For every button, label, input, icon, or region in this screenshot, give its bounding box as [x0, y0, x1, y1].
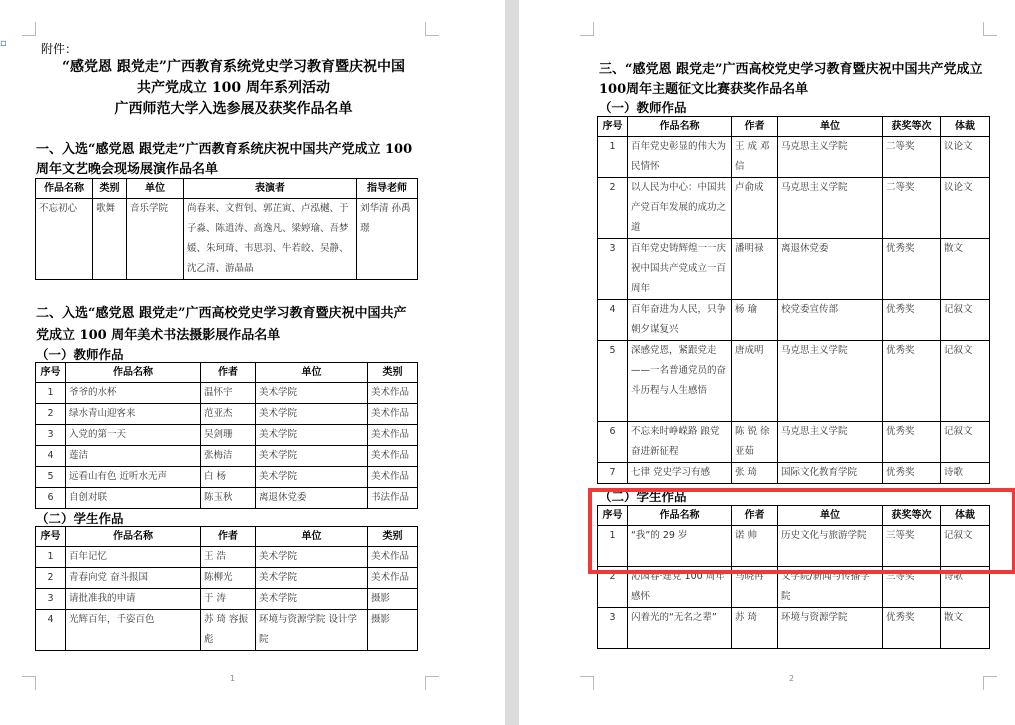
table-cell: 美术作品: [368, 425, 418, 446]
table-row: [598, 178, 990, 239]
subsection-heading: （二）学生作品: [599, 489, 687, 504]
subsection-heading: （一）教师作品: [599, 100, 687, 115]
table-cell: 音乐学院: [127, 199, 184, 280]
column-header: 作品名称: [66, 527, 201, 547]
subsection-heading: （一）教师作品: [36, 347, 124, 362]
table-cell: 摄影: [368, 610, 418, 651]
table-cell: 白 杨: [201, 467, 256, 488]
table-row: [36, 199, 418, 280]
column-header: 作品名称: [66, 363, 201, 383]
column-header: 表演者: [184, 179, 357, 199]
table-cell: 张梅洁: [201, 446, 256, 467]
table-cell: 百年记忆: [66, 547, 201, 568]
table-cell: 1: [598, 526, 628, 567]
document-title-line: 广西师范大学入选参展及获奖作品名单: [114, 101, 353, 117]
column-header: 获奖等次: [883, 117, 941, 137]
table-row: [36, 610, 418, 651]
table-row: [598, 137, 990, 178]
table-cell: 6: [36, 488, 66, 509]
column-header: 获奖等次: [883, 506, 941, 526]
table-cell: 散文: [941, 239, 990, 300]
margin-mark: [580, 676, 594, 690]
table-row: [598, 526, 990, 567]
margin-mark: [22, 22, 36, 36]
table-cell: 马克思主义学院: [778, 178, 883, 239]
document-page-1: [0, 0, 505, 725]
table-cell: 2: [36, 568, 66, 589]
table-cell: 优秀奖: [883, 422, 941, 463]
table-cell: 以人民为中心：中国共产党百年发展的成功之道: [628, 178, 732, 239]
margin-mark: [425, 22, 439, 36]
column-header: 单位: [778, 117, 883, 137]
table-cell: 七律 党史学习有感: [628, 463, 732, 484]
table-cell: 记叙文: [941, 526, 990, 567]
table-cell: 吴剑珊: [201, 425, 256, 446]
column-header: 序号: [36, 527, 66, 547]
table-cell: 4: [598, 300, 628, 341]
column-header: 作者: [732, 117, 778, 137]
column-header: 单位: [256, 527, 368, 547]
table-cell: 马克思主义学院: [778, 422, 883, 463]
table-cell: 美术学院: [256, 383, 368, 404]
column-header: 作品名称: [628, 117, 732, 137]
table-cell: 于 涛: [201, 589, 256, 610]
table-cell: 陈玉秋: [201, 488, 256, 509]
table-cell: 陈柳光: [201, 568, 256, 589]
margin-mark: [425, 676, 439, 690]
column-header: 单位: [127, 179, 184, 199]
table-cell: 潘明禄: [732, 239, 778, 300]
table-cell: 议论文: [941, 137, 990, 178]
table-cell: 刘华清 孙禹璟: [357, 199, 418, 280]
table-cell: 3: [598, 608, 628, 649]
table-cell: 3: [36, 589, 66, 610]
document-title-line: 共产党成立 100 周年系列活动: [137, 80, 330, 96]
table-cell: 张 琦: [732, 463, 778, 484]
column-header: 序号: [598, 506, 628, 526]
table-cell: 苏 琦: [732, 608, 778, 649]
table-cell: 美术作品: [368, 446, 418, 467]
table-cell: 3: [36, 425, 66, 446]
paragraph-anchor-icon: ▫: [0, 38, 7, 49]
table-row: [598, 567, 990, 608]
table-cell: 美术学院: [256, 446, 368, 467]
document-title-line: “感党恩 跟党走”广西教育系统党史学习教育暨庆祝中国: [62, 59, 405, 75]
section-heading: 一、入选“感党恩 跟党走”广西教育系统庆祝中国共产党成立 100: [36, 142, 413, 157]
section-heading: 党成立 100 周年美术书法摄影展作品名单: [36, 328, 281, 343]
table-cell: 青春向党 奋斗报国: [66, 568, 201, 589]
table-cell: 二等奖: [883, 178, 941, 239]
table-cell: 苏 琦 容振彪: [201, 610, 256, 651]
table-cell: 4: [36, 446, 66, 467]
table-cell: 5: [598, 341, 628, 422]
teacher-art-table: [35, 362, 418, 509]
column-header: 作品名称: [36, 179, 93, 199]
table-cell: “我”的 29 岁: [628, 526, 732, 567]
table-cell: 三等奖: [883, 567, 941, 608]
column-header: 体裁: [941, 506, 990, 526]
table-cell: 国际文化教育学院: [778, 463, 883, 484]
table-cell: 王 成 邓 信: [732, 137, 778, 178]
table-cell: 入党的第一天: [66, 425, 201, 446]
table-cell: 散文: [941, 608, 990, 649]
table-cell: 马晓冉: [732, 567, 778, 608]
section-heading: 100周年主题征文比赛获奖作品名单: [599, 82, 809, 97]
column-header: 类别: [368, 527, 418, 547]
document-page-2: [519, 0, 1015, 725]
table-cell: 自创对联: [66, 488, 201, 509]
table-cell: 美术学院: [256, 467, 368, 488]
table-cell: 议论文: [941, 178, 990, 239]
page-number: 2: [789, 674, 795, 683]
table-cell: 美术作品: [368, 547, 418, 568]
table-cell: 光辉百年，千姿百色: [66, 610, 201, 651]
table-cell: 美术作品: [368, 383, 418, 404]
table-row: [598, 608, 990, 649]
table-cell: 爷爷的水杯: [66, 383, 201, 404]
column-header: 单位: [256, 363, 368, 383]
table-cell: 美术学院: [256, 404, 368, 425]
table-cell: 记叙文: [941, 341, 990, 422]
table-cell: 闪着光的“无名之辈”: [628, 608, 732, 649]
table-cell: 请批准我的申请: [66, 589, 201, 610]
table-cell: 范亚杰: [201, 404, 256, 425]
table-cell: 优秀奖: [883, 239, 941, 300]
table-cell: 校党委宣传部: [778, 300, 883, 341]
teacher-essay-table: [597, 116, 990, 484]
table-row: [36, 488, 418, 509]
margin-mark: [580, 22, 594, 36]
table-cell: 二等奖: [883, 137, 941, 178]
column-header: 作品名称: [628, 506, 732, 526]
page-gutter: [505, 0, 519, 725]
student-essay-table: [597, 505, 990, 649]
column-header: 作者: [201, 527, 256, 547]
table-cell: 历史文化与旅游学院: [778, 526, 883, 567]
table-cell: 诗歌: [941, 567, 990, 608]
table-cell: 7: [598, 463, 628, 484]
table-cell: 马克思主义学院: [778, 137, 883, 178]
column-header: 作者: [201, 363, 256, 383]
column-header: 指导老师: [357, 179, 418, 199]
table-cell: 1: [36, 547, 66, 568]
table-row: [36, 425, 418, 446]
table-cell: 陈 锐 徐亚茹: [732, 422, 778, 463]
table-cell: 优秀奖: [883, 341, 941, 422]
column-header: 体裁: [941, 117, 990, 137]
table-cell: 百年党史铸辉煌一一庆祝中国共产党成立一百周年: [628, 239, 732, 300]
column-header: 序号: [36, 363, 66, 383]
column-header: 类别: [93, 179, 127, 199]
table-cell: 莲洁: [66, 446, 201, 467]
table-cell: 马克思主义学院: [778, 341, 883, 422]
subsection-heading: （二）学生作品: [36, 511, 124, 526]
table-cell: 美术作品: [368, 467, 418, 488]
section-heading: 周年文艺晚会现场展演作品名单: [36, 162, 219, 177]
table-cell: 离退休党委: [256, 488, 368, 509]
column-header: 单位: [778, 506, 883, 526]
table-cell: 美术学院: [256, 547, 368, 568]
table-row: [36, 383, 418, 404]
table-cell: 文学院/新闻与传播学院: [778, 567, 883, 608]
performance-table: [35, 178, 418, 280]
table-cell: 1: [598, 137, 628, 178]
table-cell: 4: [36, 610, 66, 651]
table-cell: 2: [598, 178, 628, 239]
page-number: 1: [230, 674, 236, 683]
table-cell: 百年奋进为人民，只争朝夕谋复兴: [628, 300, 732, 341]
table-cell: 远看山有色 近听水无声: [66, 467, 201, 488]
table-cell: 记叙文: [941, 300, 990, 341]
table-row: [36, 446, 418, 467]
table-cell: 尚春来、文哲钊、郭芷寅、卢泓樾、于子淼、陈逍涛、高逸凡、梁婷瑜、吾梦媛、朱珂琦、韦思羽、牛若皎、吴静、沈乙清、游晶晶: [184, 199, 357, 280]
table-cell: 百年党史彰显的伟大为民情怀: [628, 137, 732, 178]
table-cell: 深感党恩，紧跟党走——一名普通党员的奋斗历程与人生感悟: [628, 341, 732, 422]
table-cell: 卢俞成: [732, 178, 778, 239]
table-cell: 优秀奖: [883, 608, 941, 649]
table-cell: 环境与资源学院: [778, 608, 883, 649]
table-cell: 书法作品: [368, 488, 418, 509]
section-heading: 二、入选“感党恩 跟党走”广西高校党史学习教育暨庆祝中国共产: [36, 306, 407, 321]
table-row: [598, 422, 990, 463]
margin-mark: [983, 676, 997, 690]
table-row: [598, 239, 990, 300]
table-cell: 1: [36, 383, 66, 404]
table-row: [598, 463, 990, 484]
table-cell: 美术作品: [368, 568, 418, 589]
table-cell: 优秀奖: [883, 463, 941, 484]
table-cell: 摄影: [368, 589, 418, 610]
table-cell: 优秀奖: [883, 300, 941, 341]
table-row: [36, 404, 418, 425]
table-cell: 绿水青山迎客来: [66, 404, 201, 425]
table-cell: 不忘来时峥嵘路 踉党奋进新征程: [628, 422, 732, 463]
table-cell: 离退休党委: [778, 239, 883, 300]
column-header: 类别: [368, 363, 418, 383]
column-header: 作者: [732, 506, 778, 526]
table-cell: 环境与资源学院 设计学院: [256, 610, 368, 651]
attachment-label: 附件：: [41, 42, 78, 56]
section-heading: 三、“感党恩 跟党走”广西高校党史学习教育暨庆祝中国共产党成立: [599, 62, 983, 77]
table-cell: 2: [598, 567, 628, 608]
table-cell: 美术学院: [256, 589, 368, 610]
margin-mark: [22, 676, 36, 690]
table-cell: 诺 帅: [732, 526, 778, 567]
table-cell: 美术学院: [256, 425, 368, 446]
table-cell: 美术学院: [256, 568, 368, 589]
table-cell: 3: [598, 239, 628, 300]
table-cell: 歌舞: [93, 199, 127, 280]
table-cell: 美术作品: [368, 404, 418, 425]
table-cell: 沁园春·建党 100 周年感怀: [628, 567, 732, 608]
table-cell: 唐成明: [732, 341, 778, 422]
student-art-table: [35, 526, 418, 651]
margin-mark: [983, 22, 997, 36]
table-cell: 不忘初心: [36, 199, 93, 280]
table-cell: 杨 瑜: [732, 300, 778, 341]
table-row: [36, 589, 418, 610]
table-cell: 5: [36, 467, 66, 488]
table-row: [598, 341, 990, 422]
table-cell: 三等奖: [883, 526, 941, 567]
table-cell: 温怀宇: [201, 383, 256, 404]
table-cell: 诗歌: [941, 463, 990, 484]
table-row: [598, 300, 990, 341]
table-cell: 记叙文: [941, 422, 990, 463]
table-cell: 6: [598, 422, 628, 463]
column-header: 序号: [598, 117, 628, 137]
table-cell: 2: [36, 404, 66, 425]
table-row: [36, 467, 418, 488]
table-row: [36, 568, 418, 589]
table-row: [36, 547, 418, 568]
table-cell: 王 浩: [201, 547, 256, 568]
